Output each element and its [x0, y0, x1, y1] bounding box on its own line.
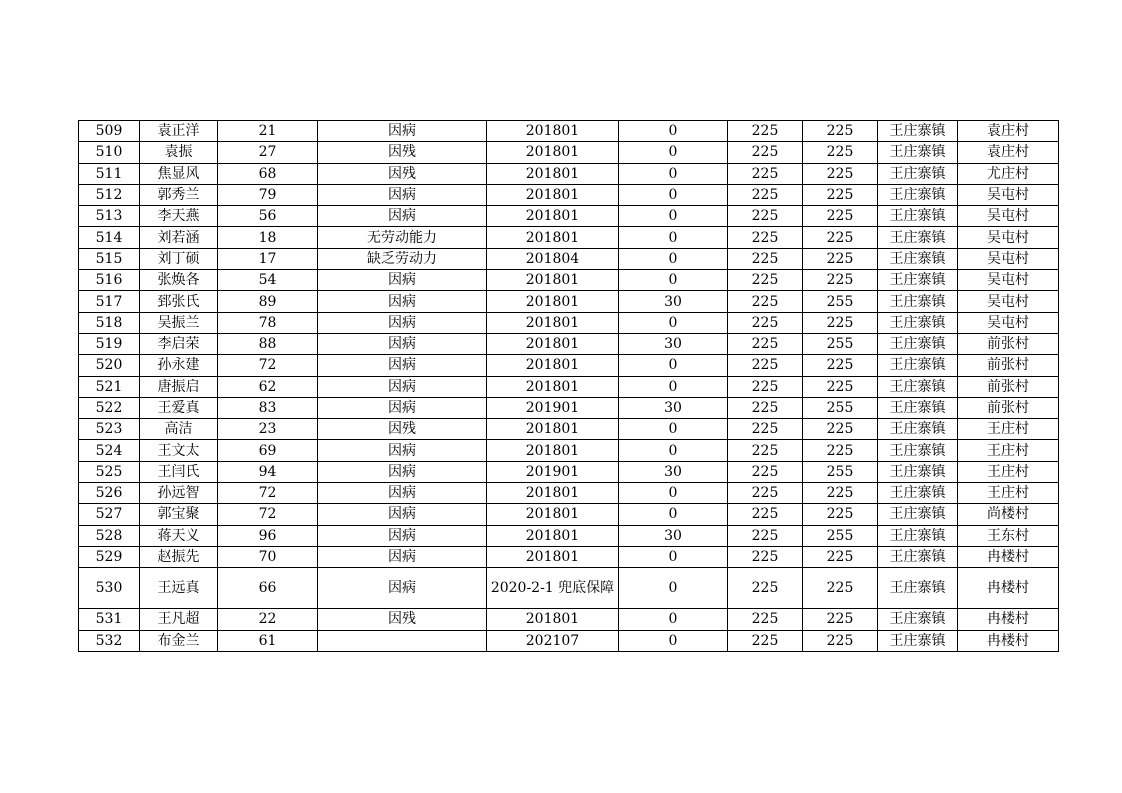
- base-amount-cell: 225: [728, 568, 803, 609]
- row-number-cell: 529: [79, 546, 140, 567]
- total-amount-cell: 225: [803, 206, 878, 227]
- reason-cell: 因病: [318, 333, 487, 354]
- town-cell: 王庄寨镇: [878, 546, 958, 567]
- reason-cell: 因病: [318, 312, 487, 333]
- extra-amount-cell: 30: [619, 461, 728, 482]
- village-cell: 前张村: [958, 376, 1059, 397]
- village-cell: 王庄村: [958, 440, 1059, 461]
- table-row: [79, 609, 1059, 630]
- base-amount-cell: 225: [728, 461, 803, 482]
- extra-amount-cell: 0: [619, 419, 728, 440]
- base-amount-cell: 225: [728, 142, 803, 163]
- total-amount-cell: 225: [803, 163, 878, 184]
- age-cell: 62: [218, 376, 318, 397]
- base-amount-cell: 225: [728, 206, 803, 227]
- total-amount-cell: 225: [803, 270, 878, 291]
- total-amount-cell: 225: [803, 546, 878, 567]
- extra-amount-cell: 0: [619, 312, 728, 333]
- total-amount-cell: 225: [803, 440, 878, 461]
- age-cell: 18: [218, 227, 318, 248]
- village-cell: 冉楼村: [958, 546, 1059, 567]
- person-name-cell: 李启荣: [140, 333, 218, 354]
- age-cell: 54: [218, 270, 318, 291]
- reason-cell: 因病: [318, 270, 487, 291]
- total-amount-cell: 225: [803, 609, 878, 630]
- reason-cell: [318, 630, 487, 651]
- table-row: [79, 397, 1059, 418]
- base-amount-cell: 225: [728, 397, 803, 418]
- start-date-cell: 201801: [487, 355, 619, 376]
- start-date-cell: 201801: [487, 206, 619, 227]
- town-cell: 王庄寨镇: [878, 461, 958, 482]
- age-cell: 89: [218, 291, 318, 312]
- extra-amount-cell: 0: [619, 163, 728, 184]
- total-amount-cell: 225: [803, 419, 878, 440]
- table-row: [79, 333, 1059, 354]
- base-amount-cell: 225: [728, 248, 803, 269]
- reason-cell: 因病: [318, 546, 487, 567]
- table-row: [79, 376, 1059, 397]
- total-amount-cell: 225: [803, 630, 878, 651]
- table-row: [79, 163, 1059, 184]
- extra-amount-cell: 0: [619, 355, 728, 376]
- town-cell: 王庄寨镇: [878, 483, 958, 504]
- age-cell: 94: [218, 461, 318, 482]
- table-body: [79, 121, 1059, 652]
- reason-cell: 因病: [318, 525, 487, 546]
- row-number-cell: 521: [79, 376, 140, 397]
- extra-amount-cell: 0: [619, 270, 728, 291]
- person-name-cell: 刘若涵: [140, 227, 218, 248]
- start-date-cell: 201801: [487, 376, 619, 397]
- village-cell: 袁庄村: [958, 121, 1059, 142]
- start-date-cell: 2020-2-1 兜底保障: [487, 568, 619, 609]
- person-name-cell: 李天燕: [140, 206, 218, 227]
- person-name-cell: 高洁: [140, 419, 218, 440]
- reason-cell: 因病: [318, 376, 487, 397]
- town-cell: 王庄寨镇: [878, 333, 958, 354]
- person-name-cell: 吴振兰: [140, 312, 218, 333]
- village-cell: 王庄村: [958, 483, 1059, 504]
- village-cell: 吴屯村: [958, 291, 1059, 312]
- town-cell: 王庄寨镇: [878, 504, 958, 525]
- town-cell: 王庄寨镇: [878, 376, 958, 397]
- town-cell: 王庄寨镇: [878, 525, 958, 546]
- base-amount-cell: 225: [728, 630, 803, 651]
- age-cell: 88: [218, 333, 318, 354]
- town-cell: 王庄寨镇: [878, 291, 958, 312]
- person-name-cell: 刘丁硕: [140, 248, 218, 269]
- age-cell: 78: [218, 312, 318, 333]
- town-cell: 王庄寨镇: [878, 163, 958, 184]
- village-cell: 尤庄村: [958, 163, 1059, 184]
- start-date-cell: 201901: [487, 397, 619, 418]
- extra-amount-cell: 0: [619, 546, 728, 567]
- start-date-cell: 201801: [487, 142, 619, 163]
- start-date-cell: 201801: [487, 525, 619, 546]
- age-cell: 21: [218, 121, 318, 142]
- village-cell: 吴屯村: [958, 227, 1059, 248]
- start-date-cell: 201801: [487, 419, 619, 440]
- village-cell: 王庄村: [958, 419, 1059, 440]
- total-amount-cell: 225: [803, 376, 878, 397]
- village-cell: 吴屯村: [958, 312, 1059, 333]
- person-name-cell: 郭宝聚: [140, 504, 218, 525]
- base-amount-cell: 225: [728, 440, 803, 461]
- table-row: [79, 419, 1059, 440]
- row-number-cell: 525: [79, 461, 140, 482]
- age-cell: 72: [218, 504, 318, 525]
- age-cell: 66: [218, 568, 318, 609]
- table-row: [79, 227, 1059, 248]
- village-cell: 王东村: [958, 525, 1059, 546]
- start-date-cell: 201801: [487, 270, 619, 291]
- person-name-cell: 赵振先: [140, 546, 218, 567]
- age-cell: 96: [218, 525, 318, 546]
- start-date-cell: 201801: [487, 291, 619, 312]
- row-number-cell: 532: [79, 630, 140, 651]
- extra-amount-cell: 0: [619, 248, 728, 269]
- total-amount-cell: 225: [803, 504, 878, 525]
- extra-amount-cell: 0: [619, 227, 728, 248]
- base-amount-cell: 225: [728, 184, 803, 205]
- age-cell: 61: [218, 630, 318, 651]
- town-cell: 王庄寨镇: [878, 419, 958, 440]
- person-name-cell: 王凡超: [140, 609, 218, 630]
- base-amount-cell: 225: [728, 333, 803, 354]
- row-number-cell: 531: [79, 609, 140, 630]
- total-amount-cell: 225: [803, 355, 878, 376]
- town-cell: 王庄寨镇: [878, 227, 958, 248]
- table-row: [79, 504, 1059, 525]
- town-cell: 王庄寨镇: [878, 270, 958, 291]
- extra-amount-cell: 0: [619, 568, 728, 609]
- total-amount-cell: 225: [803, 248, 878, 269]
- town-cell: 王庄寨镇: [878, 568, 958, 609]
- row-number-cell: 517: [79, 291, 140, 312]
- extra-amount-cell: 30: [619, 397, 728, 418]
- reason-cell: 无劳动能力: [318, 227, 487, 248]
- reason-cell: 因病: [318, 184, 487, 205]
- row-number-cell: 514: [79, 227, 140, 248]
- row-number-cell: 528: [79, 525, 140, 546]
- row-number-cell: 530: [79, 568, 140, 609]
- base-amount-cell: 225: [728, 504, 803, 525]
- extra-amount-cell: 0: [619, 483, 728, 504]
- start-date-cell: 201801: [487, 227, 619, 248]
- age-cell: 83: [218, 397, 318, 418]
- extra-amount-cell: 0: [619, 609, 728, 630]
- start-date-cell: 201801: [487, 184, 619, 205]
- extra-amount-cell: 0: [619, 630, 728, 651]
- age-cell: 56: [218, 206, 318, 227]
- village-cell: 吴屯村: [958, 248, 1059, 269]
- village-cell: 冉楼村: [958, 630, 1059, 651]
- person-name-cell: 郅张氏: [140, 291, 218, 312]
- row-number-cell: 511: [79, 163, 140, 184]
- extra-amount-cell: 0: [619, 184, 728, 205]
- town-cell: 王庄寨镇: [878, 355, 958, 376]
- reason-cell: 因病: [318, 461, 487, 482]
- table-row: [79, 568, 1059, 609]
- row-number-cell: 510: [79, 142, 140, 163]
- person-name-cell: 王闫氏: [140, 461, 218, 482]
- person-name-cell: 袁振: [140, 142, 218, 163]
- person-name-cell: 布金兰: [140, 630, 218, 651]
- table-row: [79, 312, 1059, 333]
- person-name-cell: 孙永建: [140, 355, 218, 376]
- town-cell: 王庄寨镇: [878, 142, 958, 163]
- total-amount-cell: 225: [803, 312, 878, 333]
- town-cell: 王庄寨镇: [878, 312, 958, 333]
- age-cell: 79: [218, 184, 318, 205]
- data-table: [78, 120, 1059, 652]
- reason-cell: 因病: [318, 568, 487, 609]
- total-amount-cell: 255: [803, 333, 878, 354]
- town-cell: 王庄寨镇: [878, 121, 958, 142]
- reason-cell: 因残: [318, 142, 487, 163]
- person-name-cell: 袁正洋: [140, 121, 218, 142]
- total-amount-cell: 255: [803, 525, 878, 546]
- base-amount-cell: 225: [728, 609, 803, 630]
- total-amount-cell: 225: [803, 227, 878, 248]
- reason-cell: 因病: [318, 397, 487, 418]
- age-cell: 72: [218, 355, 318, 376]
- reason-cell: 因病: [318, 121, 487, 142]
- start-date-cell: 201801: [487, 483, 619, 504]
- row-number-cell: 520: [79, 355, 140, 376]
- base-amount-cell: 225: [728, 525, 803, 546]
- base-amount-cell: 225: [728, 419, 803, 440]
- town-cell: 王庄寨镇: [878, 206, 958, 227]
- table-row: [79, 270, 1059, 291]
- reason-cell: 因病: [318, 291, 487, 312]
- row-number-cell: 519: [79, 333, 140, 354]
- age-cell: 17: [218, 248, 318, 269]
- reason-cell: 因病: [318, 504, 487, 525]
- age-cell: 70: [218, 546, 318, 567]
- base-amount-cell: 225: [728, 227, 803, 248]
- age-cell: 22: [218, 609, 318, 630]
- table-row: [79, 142, 1059, 163]
- town-cell: 王庄寨镇: [878, 630, 958, 651]
- person-name-cell: 唐振启: [140, 376, 218, 397]
- start-date-cell: 201801: [487, 163, 619, 184]
- total-amount-cell: 225: [803, 568, 878, 609]
- reason-cell: 因病: [318, 355, 487, 376]
- village-cell: 冉楼村: [958, 568, 1059, 609]
- base-amount-cell: 225: [728, 312, 803, 333]
- total-amount-cell: 225: [803, 184, 878, 205]
- reason-cell: 因残: [318, 419, 487, 440]
- person-name-cell: 孙远智: [140, 483, 218, 504]
- row-number-cell: 509: [79, 121, 140, 142]
- village-cell: 前张村: [958, 397, 1059, 418]
- base-amount-cell: 225: [728, 355, 803, 376]
- row-number-cell: 522: [79, 397, 140, 418]
- reason-cell: 因病: [318, 483, 487, 504]
- extra-amount-cell: 0: [619, 376, 728, 397]
- total-amount-cell: 225: [803, 121, 878, 142]
- table-row: [79, 546, 1059, 567]
- village-cell: 吴屯村: [958, 206, 1059, 227]
- village-cell: 尚楼村: [958, 504, 1059, 525]
- start-date-cell: 201801: [487, 121, 619, 142]
- person-name-cell: 张焕各: [140, 270, 218, 291]
- base-amount-cell: 225: [728, 121, 803, 142]
- row-number-cell: 524: [79, 440, 140, 461]
- base-amount-cell: 225: [728, 163, 803, 184]
- village-cell: 吴屯村: [958, 270, 1059, 291]
- extra-amount-cell: 30: [619, 291, 728, 312]
- village-cell: 冉楼村: [958, 609, 1059, 630]
- table-row: [79, 248, 1059, 269]
- base-amount-cell: 225: [728, 483, 803, 504]
- row-number-cell: 516: [79, 270, 140, 291]
- start-date-cell: 201801: [487, 333, 619, 354]
- extra-amount-cell: 30: [619, 525, 728, 546]
- start-date-cell: 201801: [487, 609, 619, 630]
- base-amount-cell: 225: [728, 546, 803, 567]
- row-number-cell: 526: [79, 483, 140, 504]
- extra-amount-cell: 0: [619, 504, 728, 525]
- total-amount-cell: 225: [803, 142, 878, 163]
- person-name-cell: 焦显风: [140, 163, 218, 184]
- village-cell: 王庄村: [958, 461, 1059, 482]
- table-row: [79, 440, 1059, 461]
- town-cell: 王庄寨镇: [878, 440, 958, 461]
- reason-cell: 因病: [318, 440, 487, 461]
- town-cell: 王庄寨镇: [878, 397, 958, 418]
- extra-amount-cell: 0: [619, 142, 728, 163]
- reason-cell: 因残: [318, 609, 487, 630]
- age-cell: 27: [218, 142, 318, 163]
- total-amount-cell: 255: [803, 291, 878, 312]
- start-date-cell: 201801: [487, 312, 619, 333]
- town-cell: 王庄寨镇: [878, 248, 958, 269]
- reason-cell: 因病: [318, 206, 487, 227]
- table-row: [79, 184, 1059, 205]
- total-amount-cell: 225: [803, 483, 878, 504]
- extra-amount-cell: 30: [619, 333, 728, 354]
- start-date-cell: 201901: [487, 461, 619, 482]
- table-row: [79, 355, 1059, 376]
- age-cell: 69: [218, 440, 318, 461]
- table-row: [79, 630, 1059, 651]
- row-number-cell: 518: [79, 312, 140, 333]
- table-row: [79, 461, 1059, 482]
- table-row: [79, 483, 1059, 504]
- base-amount-cell: 225: [728, 291, 803, 312]
- village-cell: 吴屯村: [958, 184, 1059, 205]
- table-row: [79, 121, 1059, 142]
- person-name-cell: 王爱真: [140, 397, 218, 418]
- town-cell: 王庄寨镇: [878, 609, 958, 630]
- reason-cell: 缺乏劳动力: [318, 248, 487, 269]
- table-row: [79, 525, 1059, 546]
- total-amount-cell: 255: [803, 461, 878, 482]
- row-number-cell: 515: [79, 248, 140, 269]
- person-name-cell: 蒋天义: [140, 525, 218, 546]
- person-name-cell: 王远真: [140, 568, 218, 609]
- row-number-cell: 523: [79, 419, 140, 440]
- age-cell: 23: [218, 419, 318, 440]
- village-cell: 袁庄村: [958, 142, 1059, 163]
- village-cell: 前张村: [958, 355, 1059, 376]
- row-number-cell: 513: [79, 206, 140, 227]
- reason-cell: 因残: [318, 163, 487, 184]
- row-number-cell: 512: [79, 184, 140, 205]
- town-cell: 王庄寨镇: [878, 184, 958, 205]
- start-date-cell: 201801: [487, 440, 619, 461]
- row-number-cell: 527: [79, 504, 140, 525]
- extra-amount-cell: 0: [619, 121, 728, 142]
- extra-amount-cell: 0: [619, 206, 728, 227]
- village-cell: 前张村: [958, 333, 1059, 354]
- start-date-cell: 201801: [487, 546, 619, 567]
- person-name-cell: 王文太: [140, 440, 218, 461]
- start-date-cell: 201801: [487, 504, 619, 525]
- start-date-cell: 202107: [487, 630, 619, 651]
- age-cell: 72: [218, 483, 318, 504]
- base-amount-cell: 225: [728, 376, 803, 397]
- age-cell: 68: [218, 163, 318, 184]
- person-name-cell: 郭秀兰: [140, 184, 218, 205]
- table-row: [79, 206, 1059, 227]
- start-date-cell: 201804: [487, 248, 619, 269]
- extra-amount-cell: 0: [619, 440, 728, 461]
- table-row: [79, 291, 1059, 312]
- base-amount-cell: 225: [728, 270, 803, 291]
- total-amount-cell: 255: [803, 397, 878, 418]
